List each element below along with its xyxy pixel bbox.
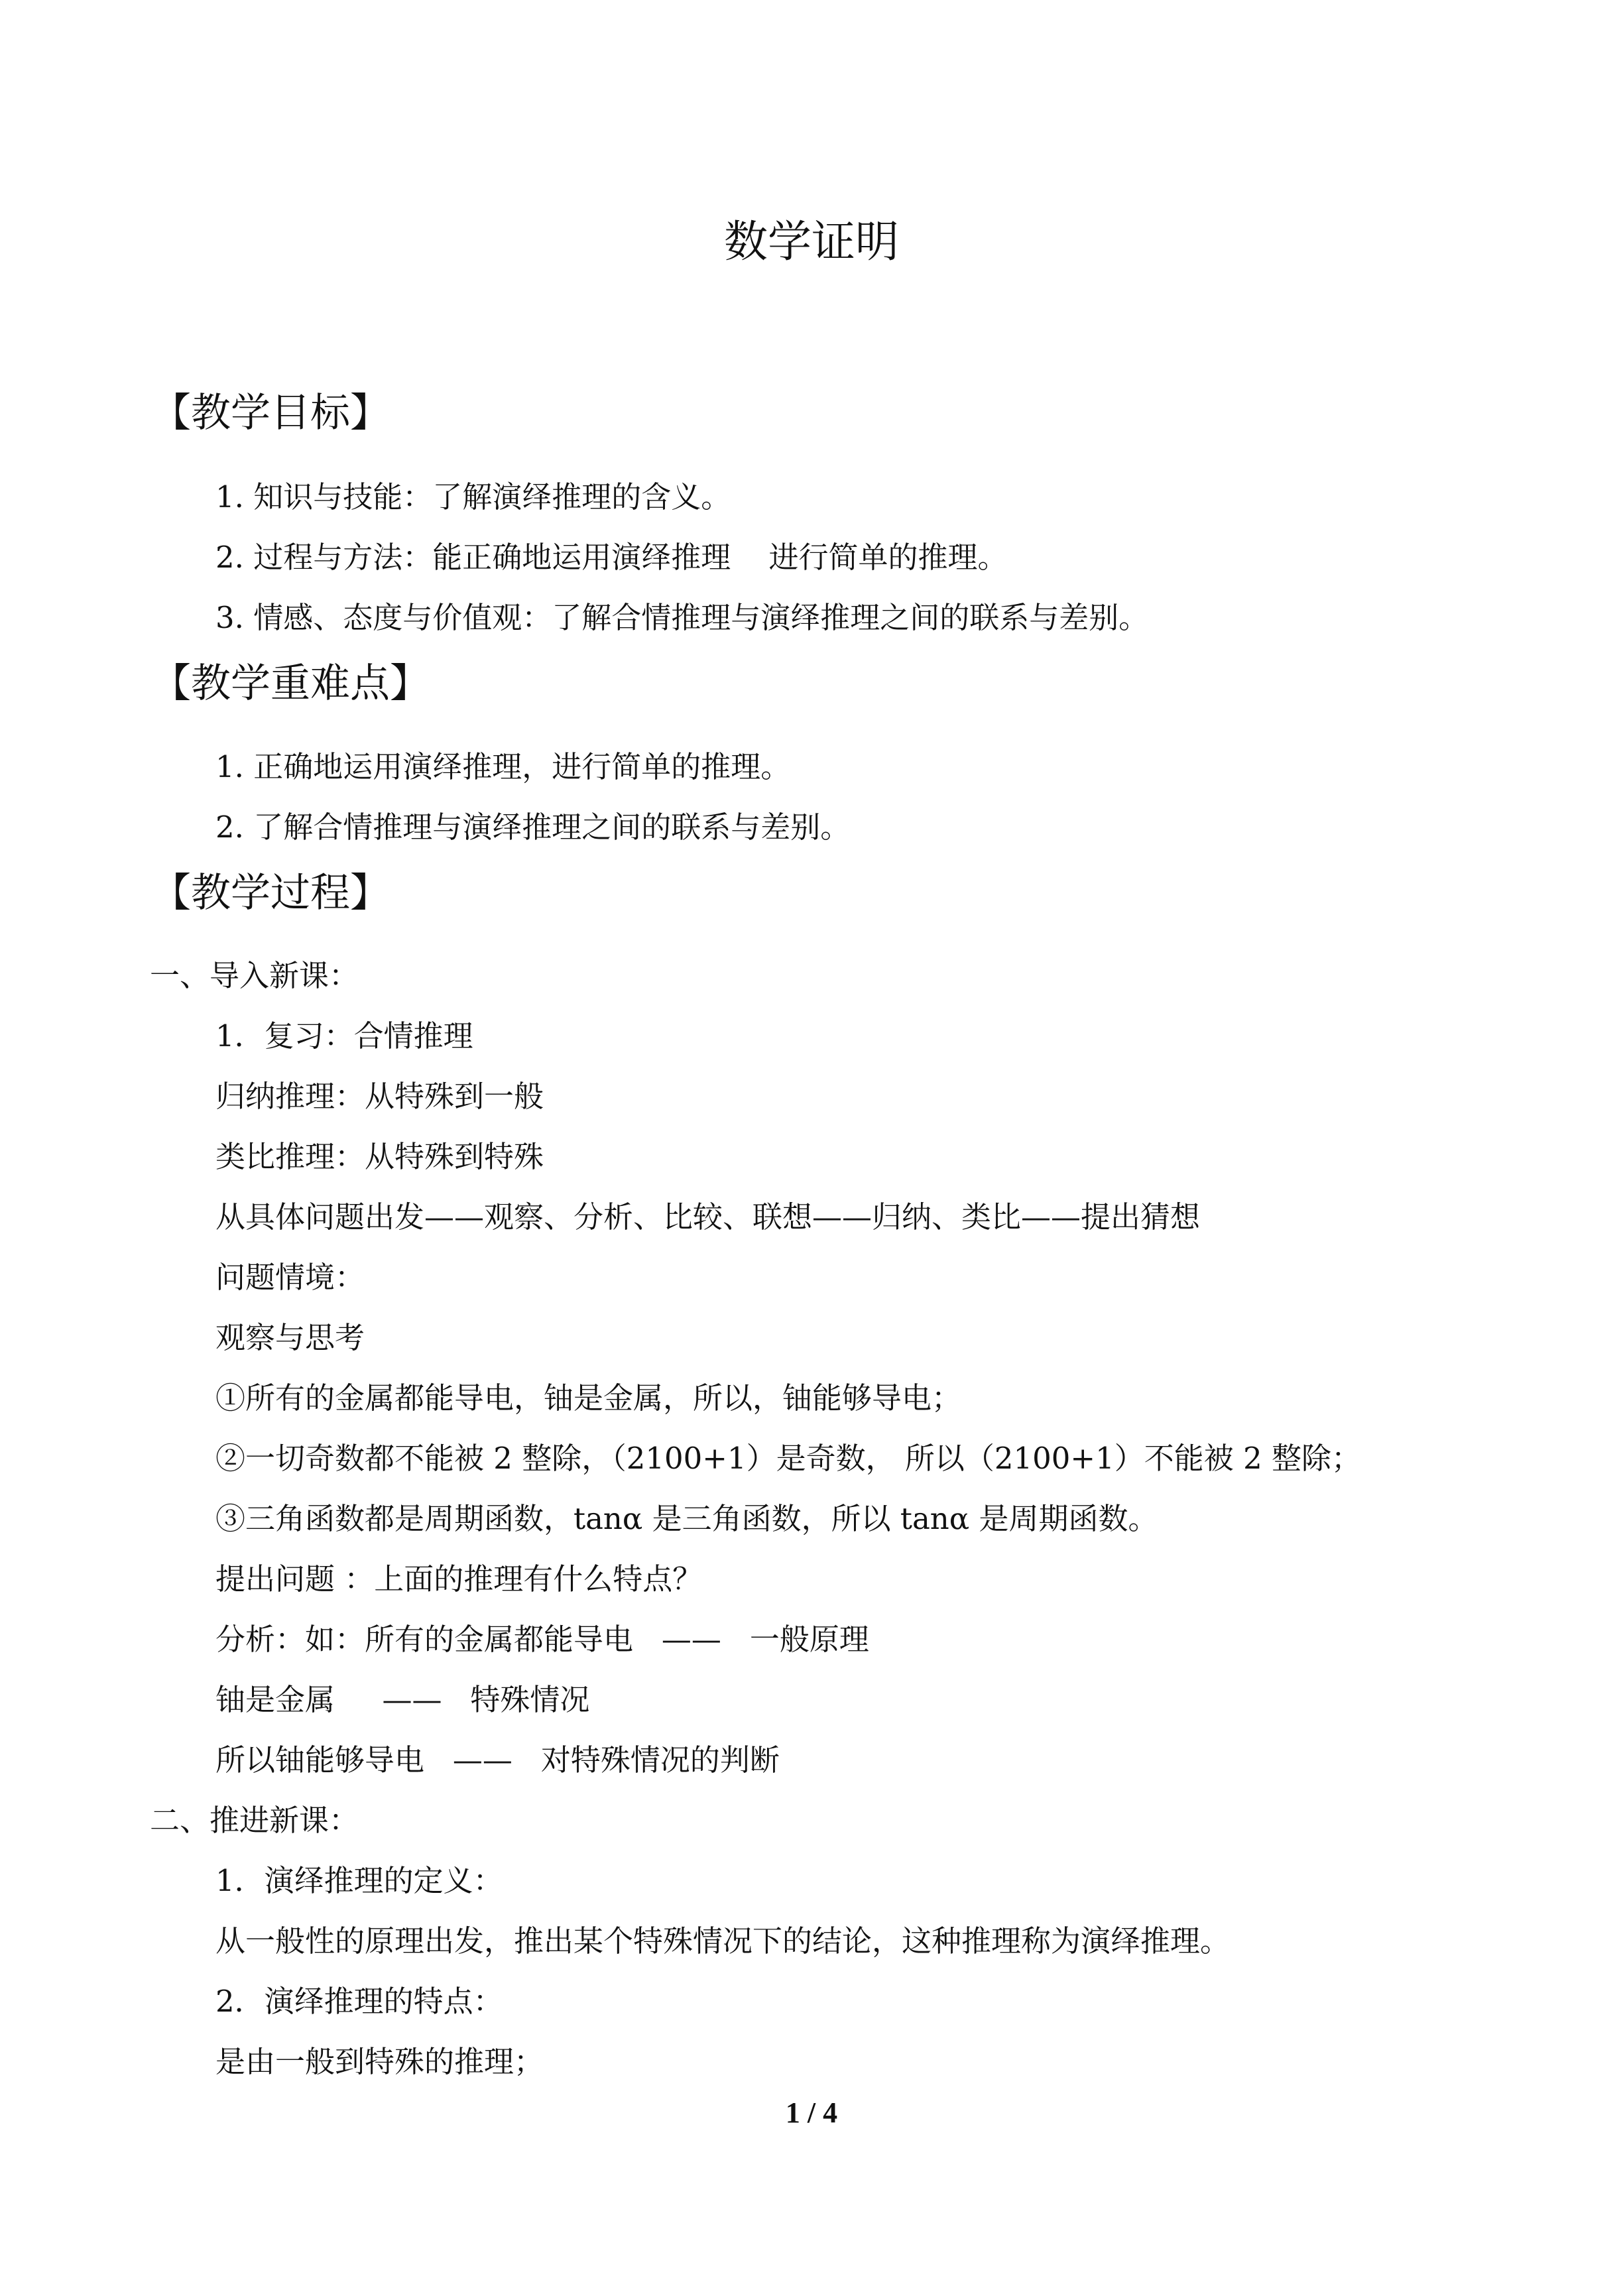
part1-line-8: ②一切奇数都不能被 2 整除，（2100+1）是奇数， 所以（2100+1）不能被 2 整除； <box>215 1441 1361 1476</box>
part1-line-6: 观察与思考 <box>215 1320 365 1355</box>
part2-line-4: 是由一般到特殊的推理； <box>215 2044 544 2079</box>
part2-line-2: 从一般性的原理出发，推出某个特殊情况下的结论，这种推理称为演绎推理。 <box>215 1923 1231 1959</box>
part2-line-3: 2．演绎推理的特点： <box>215 1984 503 2019</box>
key-point-item-2: 2. 了解合情推理与演绎推理之间的联系与差别。 <box>215 810 851 845</box>
goal-item-2: 2. 过程与方法：能正确地运用演绎推理 进行简单的推理。 <box>215 540 1008 575</box>
page-title: 数学证明 <box>724 216 899 267</box>
section-heading-key-points: 【教学重难点】 <box>151 660 430 707</box>
part1-line-7: ①所有的金属都能导电，铀是金属，所以，铀能够导电； <box>215 1380 962 1416</box>
part1-line-1: 1．复习：合情推理 <box>215 1018 473 1054</box>
part1-line-10: 提出问题 ：上面的推理有什么特点？ <box>215 1561 703 1597</box>
part1-line-2: 归纳推理：从特殊到一般 <box>215 1079 544 1114</box>
part1-line-13: 所以铀能够导电 —— 对特殊情况的判断 <box>215 1742 780 1778</box>
part1-line-12: 铀是金属 —— 特殊情况 <box>215 1682 590 1717</box>
goal-item-1: 1. 知识与技能：了解演绎推理的含义。 <box>215 479 731 514</box>
section-heading-goals: 【教学目标】 <box>151 390 390 436</box>
part2-line-1: 1．演绎推理的定义： <box>215 1863 503 1898</box>
part1-heading: 一、导入新课： <box>150 958 359 993</box>
part1-line-9: ③三角函数都是周期函数，tanα 是三角函数，所以 tanα 是周期函数。 <box>215 1501 1158 1536</box>
page-number: 1 / 4 <box>785 2096 838 2129</box>
part1-line-4: 从具体问题出发——观察、分析、比较、联想——归纳、类比——提出猜想 <box>215 1199 1201 1235</box>
part2-heading: 二、推进新课： <box>150 1803 359 1838</box>
part1-line-5: 问题情境： <box>215 1260 365 1295</box>
key-point-item-1: 1. 正确地运用演绎推理，进行简单的推理。 <box>215 749 791 784</box>
part1-line-3: 类比推理：从特殊到特殊 <box>215 1139 544 1174</box>
part1-line-11: 分析：如：所有的金属都能导电 —— 一般原理 <box>215 1622 869 1657</box>
goal-item-3: 3. 情感、态度与价值观：了解合情推理与演绎推理之间的联系与差别。 <box>215 600 1149 635</box>
section-heading-process: 【教学过程】 <box>151 870 390 916</box>
